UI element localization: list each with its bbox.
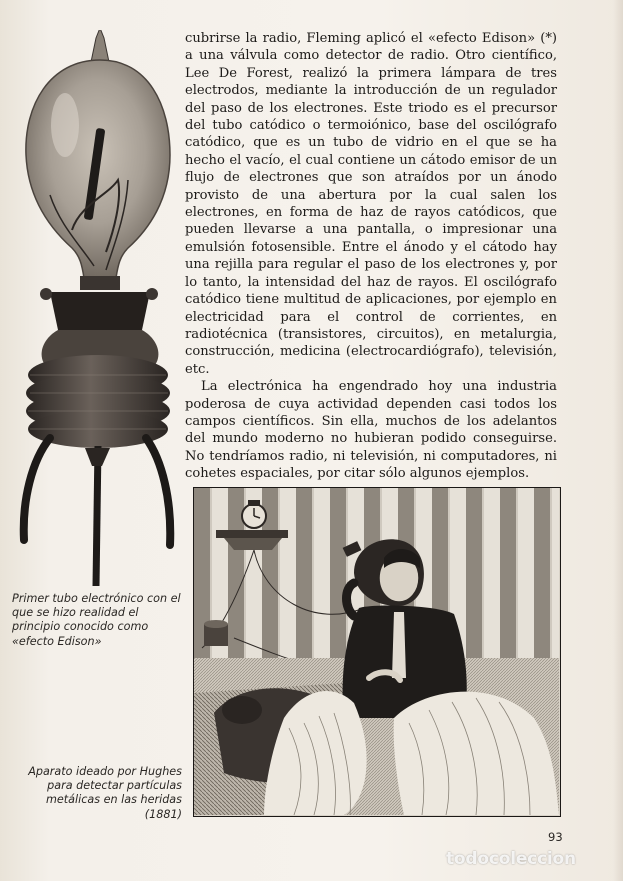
paragraph: cubrirse la radio, Fleming aplicó el «efecto Edison» (*) a una válvula como detector de radio. Otro científico, Lee De Forest, realizó la primera lámpara de tres electrodos, mediante la introducción de un regulador del paso de los electrones. Este triodo es el precursor del tubo catódico o termoiónico, base del oscilógrafo catódico, que es un tubo de vidrio en el que se ha hecho el vacío, el cual contiene un cátodo emisor de un flujo de electrones que son atraídos por un ánodo provisto de una abertura por la cual salen los electrones, en forma de haz de rayos catódicos, que pueden llevarse a una pantalla, o impresionar una emulsión fotosensible. Entre el ánodo y el cátodo hay una rejilla para regular el paso de los electrones y, por lo tanto, la intensidad del haz de rayos. El oscilógrafo catódico tiene multitud de aplicaciones, por ejemplo en electricidad para el control de corrientes, en radiotécnica (transistores, circuitos), en metalurgia, construcción, medicina (electrocardiógrafo), televisión, etc. [185,31,557,377]
engraving-caption: Aparato ideado por Hughes para detectar partículas metálicas en las heridas (1881) [28,765,182,821]
page-edge-shadow [613,0,623,881]
article-text [185,30,557,483]
watermark: todocoleccion [446,849,576,869]
paragraph: La electrónica ha engendrado hoy una industria poderosa de cuya actividad dependen casi todos los campos científicos. Sin ella, muchos de los adelantos del mundo moderno no hubieran podido conseguirse. No tendríamos radio, ni televisión, ni computadores, ni cohetes espaciales, por citar sólo algunos ejemplos. [185,379,557,482]
bulb-photograph [10,30,185,590]
page-number: 93 [548,830,563,844]
hughes-engraving [193,487,561,817]
bulb-caption: Primer tubo electrónico con el que se hizo realidad el principio conocido como «efecto Edison» [12,592,181,648]
